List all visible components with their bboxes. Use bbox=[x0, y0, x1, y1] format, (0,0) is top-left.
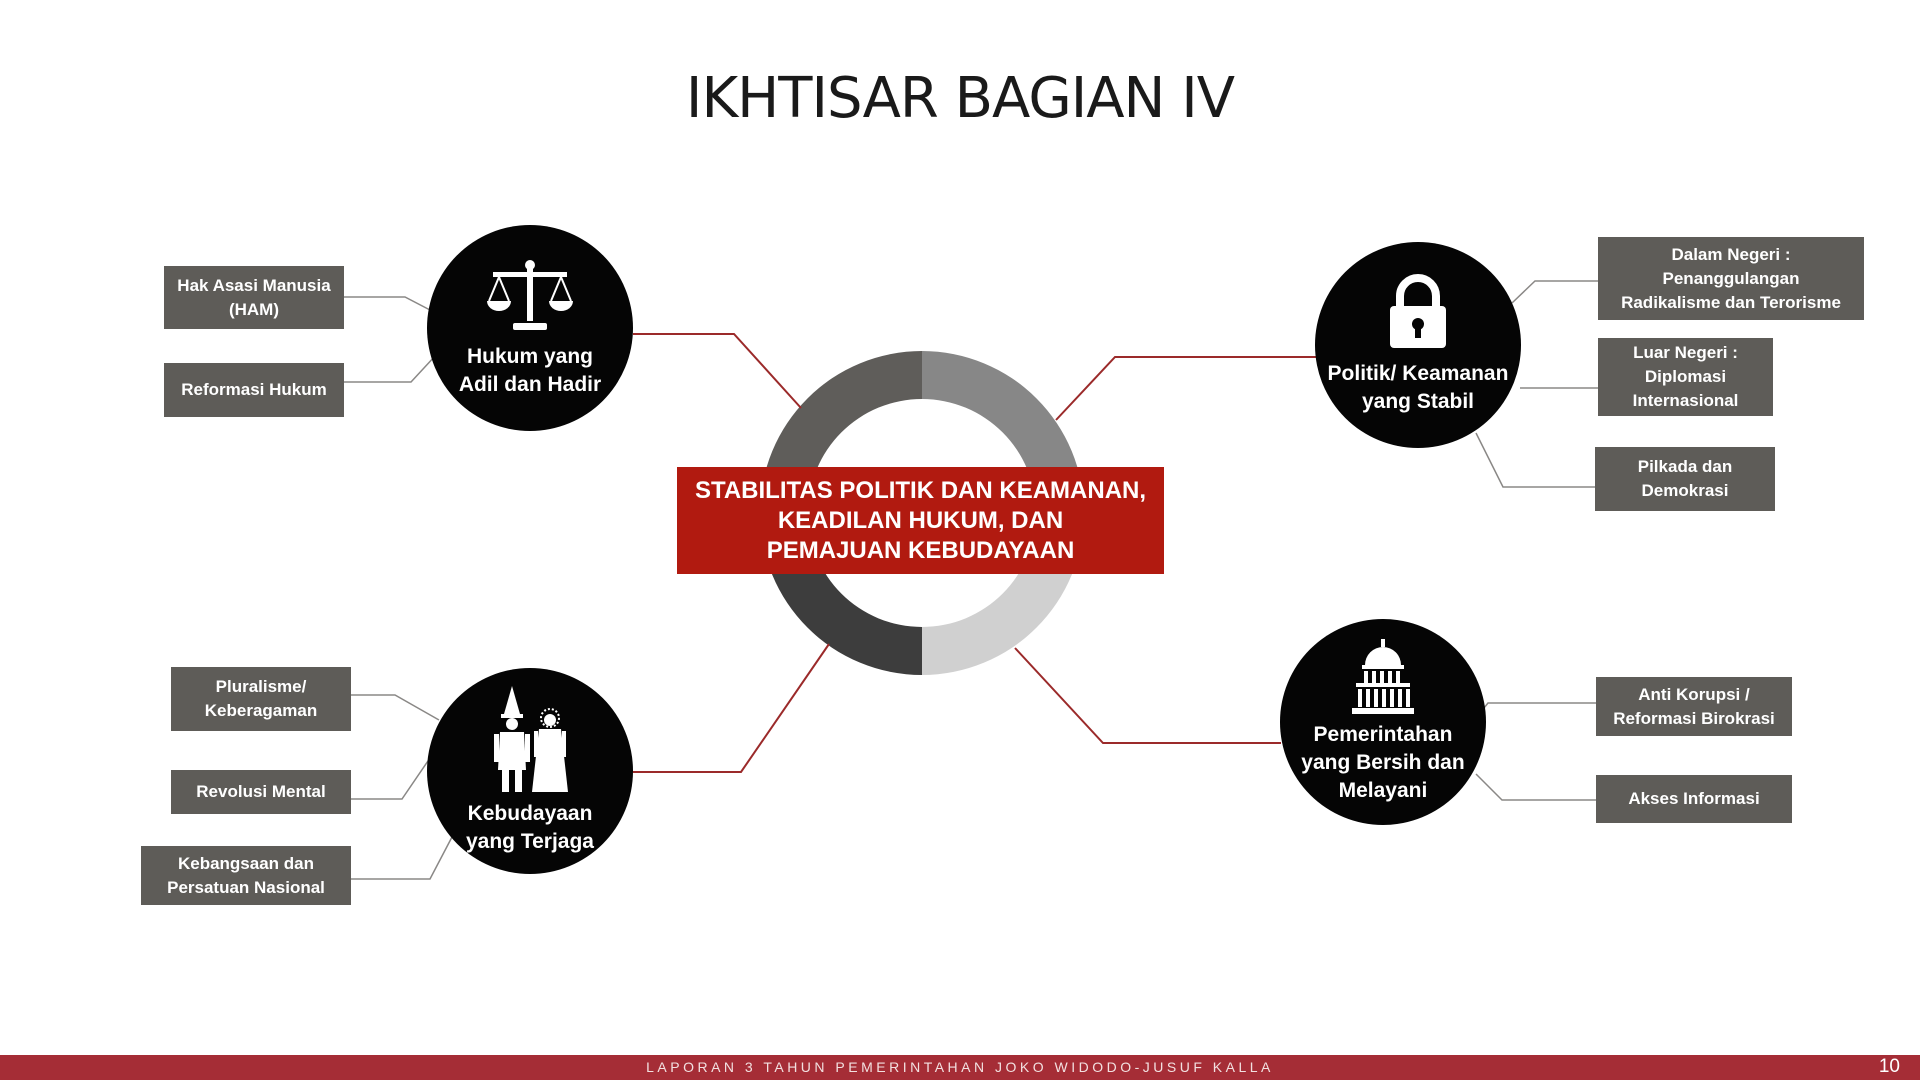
connector-hukum bbox=[633, 334, 801, 408]
topic-label-politik: Politik/ Keamanan yang Stabil bbox=[1327, 362, 1509, 413]
topic-circle-hukum bbox=[427, 225, 633, 431]
central-theme-box: STABILITAS POLITIK DAN KEAMANAN, KEADILAN HUKUM, DAN PEMAJUAN KEBUDAYAAN bbox=[677, 467, 1164, 574]
connector-item-anti-korupsi bbox=[1484, 703, 1597, 708]
topic-label-hukum: Hukum yang Adil dan Hadir bbox=[458, 345, 602, 396]
connector-item-reformasi-hukum bbox=[343, 355, 436, 382]
item-box-pluralisme: Pluralisme/ Keberagaman bbox=[171, 667, 351, 731]
item-box-pilkada: Pilkada dan Demokrasi bbox=[1595, 447, 1775, 511]
connector-item-kebangsaan bbox=[351, 837, 452, 879]
traditional-couple-icon bbox=[490, 686, 570, 796]
item-box-akses-informasi: Akses Informasi bbox=[1596, 775, 1792, 823]
item-box-revolusi-mental: Revolusi Mental bbox=[171, 770, 351, 814]
connector-item-revolusi-mental bbox=[351, 758, 430, 799]
connector-pemerintahan bbox=[1015, 648, 1281, 743]
scales-of-justice-icon bbox=[485, 257, 575, 337]
item-box-anti-korupsi: Anti Korupsi / Reformasi Birokrasi bbox=[1596, 677, 1792, 736]
connector-item-ham bbox=[343, 297, 430, 310]
connector-item-akses-informasi bbox=[1476, 774, 1597, 800]
item-box-ham: Hak Asasi Manusia (HAM) bbox=[164, 266, 344, 329]
item-box-kebangsaan: Kebangsaan dan Persatuan Nasional bbox=[141, 846, 351, 905]
topic-circle-pemerintahan bbox=[1280, 619, 1486, 825]
footer-bar bbox=[0, 1055, 1920, 1080]
topic-circle-kebudayaan bbox=[427, 668, 633, 874]
page-number: 10 bbox=[1878, 1056, 1900, 1077]
item-box-dalam-negeri: Dalam Negeri : Penanggulangan Radikalisme dan Terorisme bbox=[1598, 237, 1864, 320]
topic-label-pemerintahan: Pemerintahan yang Bersih dan Melayani bbox=[1301, 723, 1465, 802]
connector-item-pluralisme bbox=[351, 695, 439, 720]
topic-circle-politik bbox=[1315, 242, 1521, 448]
capitol-building-icon bbox=[1348, 639, 1418, 715]
footer-report-title: LAPORAN 3 TAHUN PEMERINTAHAN JOKO WIDODO-JUSUF KALLA bbox=[646, 1059, 1274, 1075]
item-box-luar-negeri: Luar Negeri : Diplomasi Internasional bbox=[1598, 338, 1773, 416]
connector-politik bbox=[1056, 357, 1316, 420]
connector-kebudayaan bbox=[633, 644, 829, 772]
padlock-icon bbox=[1388, 274, 1448, 350]
item-box-reformasi-hukum: Reformasi Hukum bbox=[164, 363, 344, 417]
connector-item-pilkada bbox=[1476, 433, 1596, 487]
connector-item-dalam-negeri bbox=[1512, 281, 1599, 303]
topic-label-kebudayaan: Kebudayaan yang Terjaga bbox=[466, 802, 594, 853]
page-title: IKHTISAR BAGIAN IV bbox=[685, 66, 1235, 131]
